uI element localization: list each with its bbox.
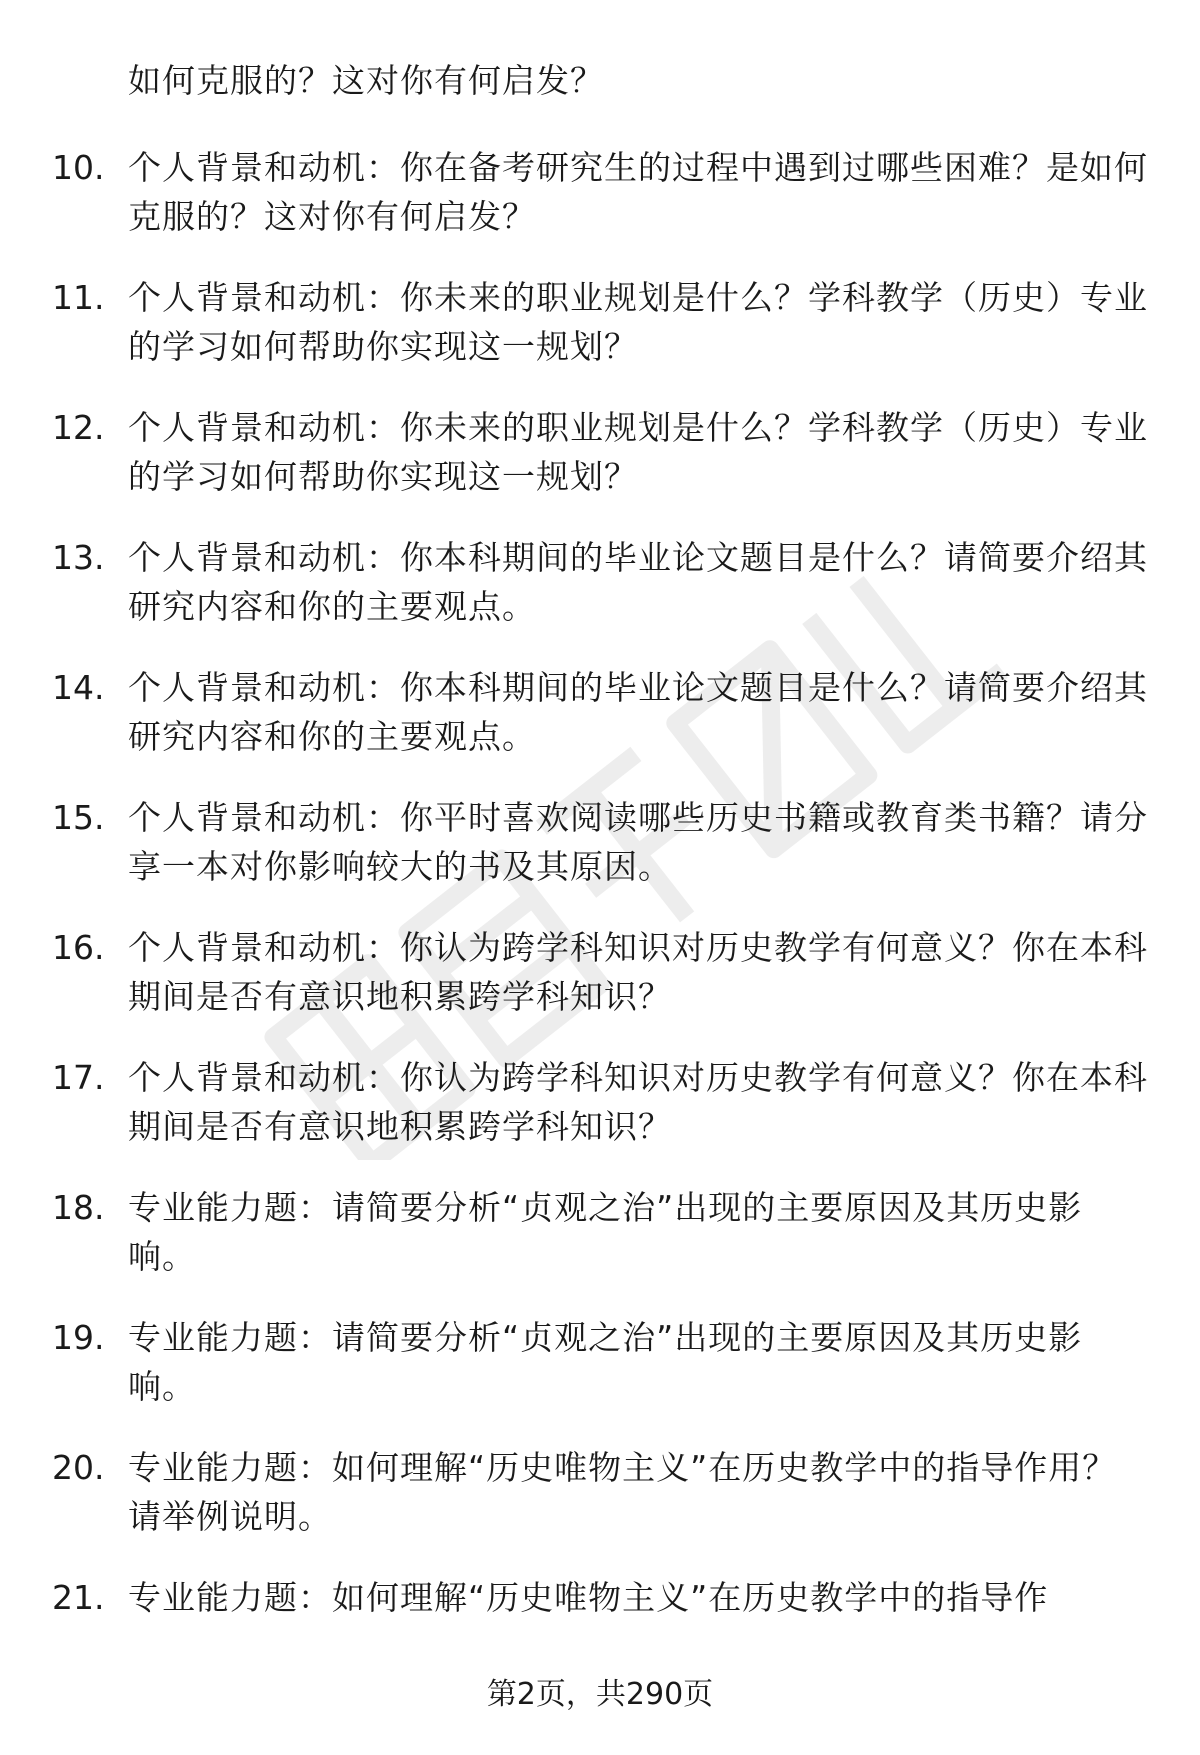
question-text: 专业能力题：如何理解“历史唯物主义”在历史教学中的指导作 xyxy=(128,1578,1049,1617)
question-text: 个人背景和动机：你在备考研究生的过程中遇到过哪些困难？是如何克服的？这对你有何启发？ xyxy=(128,148,1148,236)
list-item xyxy=(0,1443,1200,1573)
question-number: 13. xyxy=(52,538,105,577)
question-text: 专业能力题：请简要分析“贞观之治”出现的主要原因及其历史影响。 xyxy=(128,1318,1083,1406)
list-item xyxy=(0,793,1200,923)
question-number: 12. xyxy=(52,408,105,447)
list-item xyxy=(0,923,1200,1053)
question-number: 18. xyxy=(52,1188,105,1227)
list-item xyxy=(0,1313,1200,1443)
continuation-text: 如何克服的？这对你有何启发？ xyxy=(128,61,604,100)
question-text: 个人背景和动机：你未来的职业规划是什么？学科教学（历史）专业的学习如何帮助你实现这一规划？ xyxy=(128,408,1148,496)
question-number: 21. xyxy=(52,1578,105,1617)
question-text: 个人背景和动机：你平时喜欢阅读哪些历史书籍或教育类书籍？请分享一本对你影响较大的书及其原因。 xyxy=(128,798,1148,886)
list-item xyxy=(0,663,1200,793)
question-number: 17. xyxy=(52,1058,105,1097)
list-item xyxy=(0,1053,1200,1183)
question-number: 16. xyxy=(52,928,105,967)
list-item xyxy=(0,143,1200,273)
question-text: 个人背景和动机：你未来的职业规划是什么？学科教学（历史）专业的学习如何帮助你实现这一规划？ xyxy=(128,278,1148,366)
list-item xyxy=(0,533,1200,663)
question-text: 个人背景和动机：你本科期间的毕业论文题目是什么？请简要介绍其研究内容和你的主要观点。 xyxy=(128,668,1148,756)
question-number: 15. xyxy=(52,798,105,837)
list-item xyxy=(0,273,1200,403)
question-list xyxy=(0,143,1200,1703)
question-text: 个人背景和动机：你认为跨学科知识对历史教学有何意义？你在本科期间是否有意识地积累跨学科知识？ xyxy=(128,1058,1148,1146)
page-footer: 第2页，共290页 xyxy=(486,1677,714,1712)
question-number: 10. xyxy=(52,148,105,187)
question-number: 19. xyxy=(52,1318,105,1357)
list-item xyxy=(0,1183,1200,1313)
question-text: 个人背景和动机：你认为跨学科知识对历史教学有何意义？你在本科期间是否有意识地积累跨学科知识？ xyxy=(128,928,1148,1016)
question-text: 专业能力题：如何理解“历史唯物主义”在历史教学中的指导作用？请举例说明。 xyxy=(128,1448,1117,1536)
list-item xyxy=(0,403,1200,533)
question-number: 20. xyxy=(52,1448,105,1487)
question-number: 11. xyxy=(52,278,105,317)
question-text: 专业能力题：请简要分析“贞观之治”出现的主要原因及其历史影响。 xyxy=(128,1188,1083,1276)
question-text: 个人背景和动机：你本科期间的毕业论文题目是什么？请简要介绍其研究内容和你的主要观点。 xyxy=(128,538,1148,626)
question-number: 14. xyxy=(52,668,105,707)
